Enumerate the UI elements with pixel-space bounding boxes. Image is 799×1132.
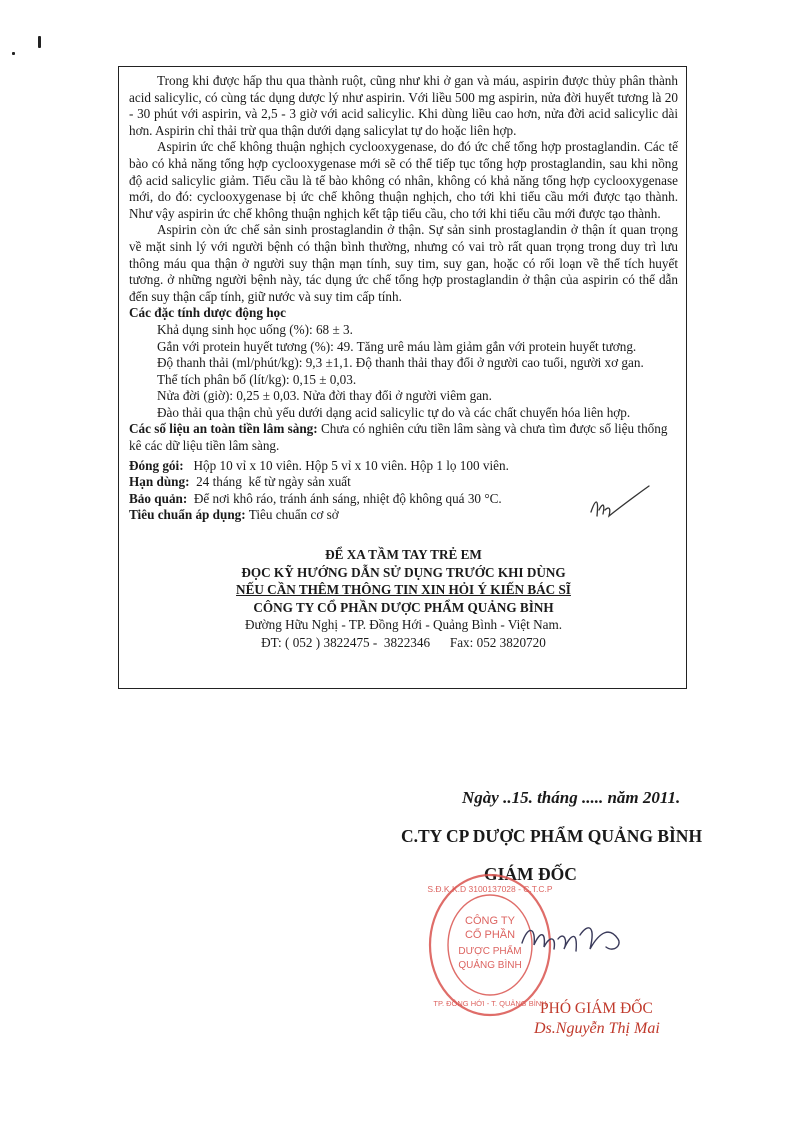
manufacturer-name: CÔNG TY CỔ PHẦN DƯỢC PHẨM QUẢNG BÌNH [253,599,554,615]
stamp-line: CỔ PHẦN [464,929,516,941]
preclinical-text: Chưa có nghiên cứu tiền lâm sàng và chưa tìm được số liệu thống kê các dữ liệu tiền lâm sàng. [129,421,668,454]
absorption-paragraph: Trong khi được hấp thu qua thành ruột, cũng như khi ở gan và máu, aspirin được thủy phân thành acid salicylic, có cùng tác dụng dược lý như aspirin. Với liều 500 mg aspirin, nửa đời huyết tương là 20 - 30 phút với aspirin, và 2,5 - 3 giờ với acid salicylic. Khi dùng liều cao hơn, nửa đời acid salicylic dài hơn. Aspirin chỉ thải trừ qua thận dưới dạng salicylat tự do hoặc liên hợp. [129,73,678,138]
deputy-director-name: Ds.Nguyễn Thị Mai [534,1020,660,1037]
storage-label: Bảo quản: [129,490,188,506]
leaflet-content-box [118,66,687,689]
packaging-text: Hộp 10 vỉ x 10 viên. Hộp 5 vỉ x 10 viên. Hộp 1 lọ 100 viên. [183,457,509,473]
stamp-line: DƯỢC PHẨM [458,946,522,957]
signatory-company: C.TY CP DƯỢC PHẨM QUẢNG BÌNH [401,826,703,846]
packaging-row [129,458,678,475]
keep-away-warning: ĐỂ XA TẦM TAY TRẺ EM [325,547,482,563]
stamp-bottom-text: TP. ĐỒNG HỚI - T. QUẢNG BÌNH [433,999,547,1008]
standard-text: Tiêu chuẩn cơ sở [245,507,339,523]
stamp-line: CÔNG TY [465,915,515,927]
pk-item: Khả dụng sinh học uống (%): 68 ± 3. [157,321,353,337]
director-title: GIÁM ĐỐC [484,864,577,884]
pk-item: Gắn với protein huyết tương (%): 49. Tăng urê máu làm giảm gắn với protein huyết tương. [157,338,637,354]
manufacturer-address: Đường Hữu Nghị - TP. Đồng Hới - Quảng Bình - Việt Nam. [244,617,563,633]
renal-paragraph: Aspirin còn ức chế sản sinh prostaglandin ở thận. Sự sản sinh prostaglandin ở thận ít quan trọng về mặt sinh lý với người bệnh có thận bình thường, nhưng có vai trò rất quan trọng trong duy trì lưu thông máu qua thận ở người suy thận mạn tính, suy tim, suy gan, hoặc có rối loạn về thể tích huyết tương. ở những người bệnh này, tác dụng ức chế tổng hợp prostaglandin ở thận của aspirin có thể dẫn đến suy thận cấp tính, giữ nước và suy tim cấp tính. [129,222,678,304]
storage-text: Để nơi khô ráo, tránh ánh sáng, nhiệt độ không quá 30 °C. [187,490,502,506]
preclinical-label: Các số liệu an toàn tiền lâm sàng: [129,421,318,437]
stamp-outer-text: S.Đ.K.K.D 3100137028 - C.T.C.P [427,884,553,894]
read-instructions-warning: ĐỌC KỸ HƯỚNG DẪN SỬ DỤNG TRƯỚC KHI DÙNG [241,564,566,580]
stamp-line: QUẢNG BÌNH [458,960,522,971]
pk-item: Độ thanh thải (ml/phút/kg): 9,3 ±1,1. Độ thanh thải thay đổi ở người cao tuổi, người xơ gan. [157,355,644,371]
mechanism-paragraph: Aspirin ức chế không thuận nghịch cyclooxygenase, do đó ức chế tổng hợp prostaglandin. Các tế bào có khả năng tổng hợp cyclooxygenase mới sẽ có thể tiếp tục tổng hợp prostaglandin, sau khi nồng độ acid salicylic giảm. Tiểu cầu là tế bào không có nhân, không có khả năng tổng hợp cyclooxygenase mới, do đó: cyclooxygenase bị ức chế không thuận nghịch, cho tới khi tiểu cầu mới được tạo thành. Như vậy aspirin ức chế không thuận nghịch kết tập tiểu cầu, cho tới khi tiểu cầu mới được tạo thành. [129,139,678,221]
date-line: Ngày ..15. tháng ..... năm 2011. [462,788,681,807]
handwritten-signature-icon [518,905,628,965]
handwritten-check-icon [585,482,655,532]
ask-doctor-note: NẾU CẦN THÊM THÔNG TIN XIN HỎI Ý KIẾN BÁC SĨ [236,582,571,598]
pk-item: Đào thải qua thận chủ yếu dưới dạng acid salicylic tự do và các chất chuyển hóa liên hợp. [157,404,631,420]
pk-item: Thể tích phân bố (lít/kg): 0,15 ± 0,03. [157,371,357,387]
scan-speck [38,36,41,48]
pk-item: Nửa đời (giờ): 0,25 ± 0,03. Nửa đời thay đổi ở người viêm gan. [157,388,492,404]
pharmacokinetics-heading: Các đặc tính dược động học [129,305,287,321]
expiry-text: 24 tháng kể từ ngày sản xuất [189,474,351,490]
packaging-label: Đóng gói: [129,457,184,473]
expiry-label: Hạn dùng: [129,474,190,490]
standard-label: Tiêu chuẩn áp dụng: [129,507,246,523]
preclinical-section [129,421,678,454]
manufacturer-phone: ĐT: ( 052 ) 3822475 - 3822346 Fax: 052 3820720 [261,634,546,650]
leaflet-footer [129,546,678,651]
deputy-director-title: PHÓ GIÁM ĐỐC [540,1000,653,1017]
scan-speck [12,52,15,55]
